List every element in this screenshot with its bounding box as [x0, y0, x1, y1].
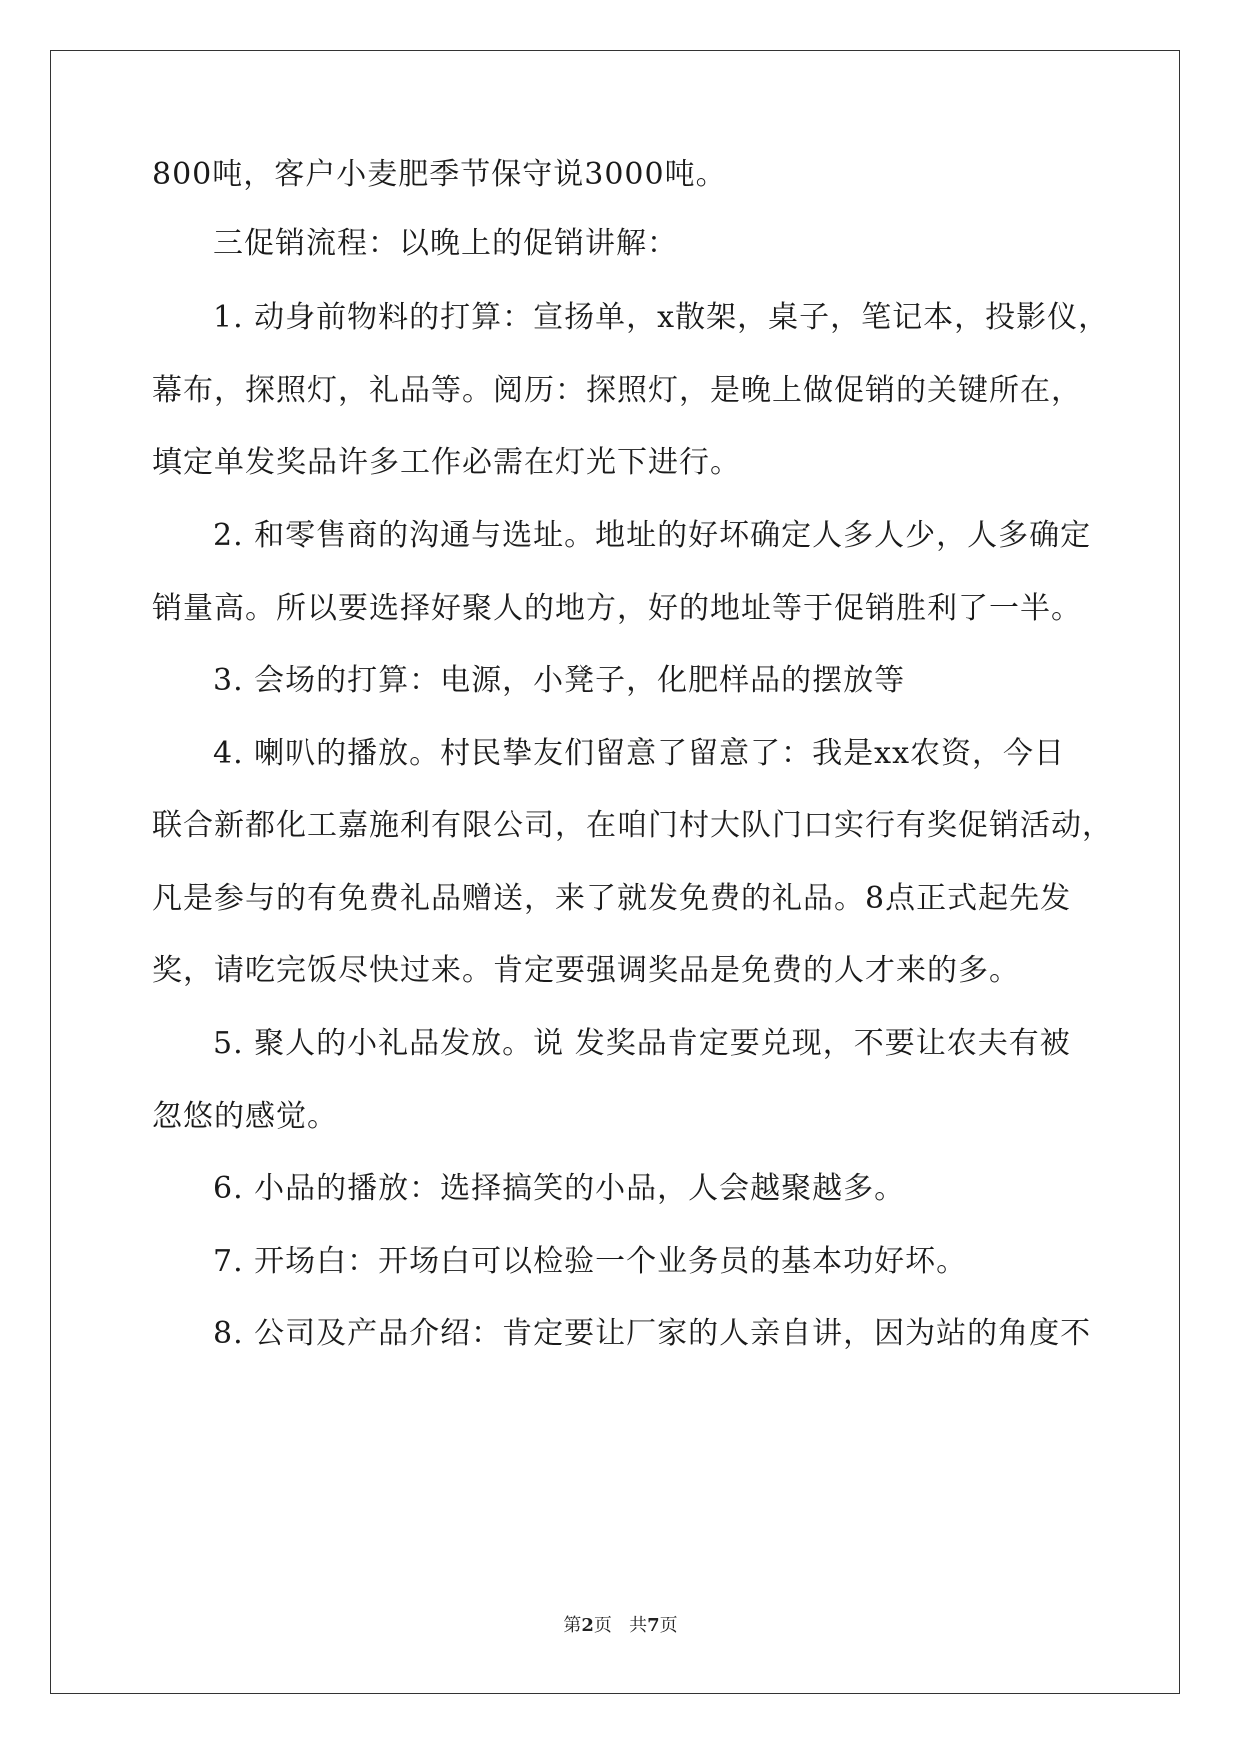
- list-item-2-line-1: 2. 和零售商的沟通与选址。地址的好坏确定人多人少，人多确定: [213, 518, 1092, 553]
- footer-page-suffix: 页: [593, 1615, 612, 1636]
- footer-total-pages: 7: [647, 1615, 660, 1636]
- list-item-2-line-2: 销量高。所以要选择好聚人的地方，好的地址等于促销胜利了一半。: [152, 591, 1082, 626]
- list-item-1-line-1: 1. 动身前物料的打算：宣扬单，x散架，桌子，笔记本，投影仪，: [213, 300, 1110, 335]
- list-item-1-line-3: 填定单发奖品许多工作必需在灯光下进行。: [152, 445, 741, 480]
- list-item-7: 7. 开场白：开场白可以检验一个业务员的基本功好坏。: [213, 1244, 968, 1279]
- body-line-1: 800吨，客户小麦肥季节保守说3000吨。: [152, 157, 727, 192]
- list-item-4-line-2: 联合新都化工嘉施利有限公司，在咱门村大队门口实行有奖促销活动，: [152, 808, 1113, 843]
- page-border: [50, 50, 1180, 1694]
- section-heading-promotion-process: 三促销流程：以晚上的促销讲解：: [213, 226, 678, 261]
- list-item-1-line-2: 幕布，探照灯，礼品等。阅历：探照灯，是晚上做促销的关键所在，: [152, 373, 1082, 408]
- list-item-8-line-1: 8. 公司及产品介绍：肯定要让厂家的人亲自讲，因为站的角度不: [213, 1316, 1092, 1351]
- list-item-3: 3. 会场的打算：电源，小凳子，化肥样品的摆放等: [213, 663, 906, 698]
- footer-total-prefix: 共: [629, 1615, 648, 1636]
- footer-page-number: 2: [581, 1615, 594, 1636]
- list-item-5-line-2: 忽悠的感觉。: [152, 1099, 338, 1134]
- page-footer: [0, 1615, 1241, 1637]
- list-item-5-line-1: 5. 聚人的小礼品发放。说 发奖品肯定要兑现，不要让农夫有被: [213, 1026, 1071, 1061]
- footer-page-prefix: 第: [563, 1615, 582, 1636]
- footer-total-suffix: 页: [659, 1615, 678, 1636]
- list-item-4-line-1: 4. 喇叭的播放。村民挚友们留意了留意了：我是xx农资，今日: [213, 736, 1065, 771]
- list-item-4-line-4: 奖，请吃完饭尽快过来。肯定要强调奖品是免费的人才来的多。: [152, 953, 1020, 988]
- list-item-6: 6. 小品的播放：选择搞笑的小品，人会越聚越多。: [213, 1171, 906, 1206]
- list-item-4-line-3: 凡是参与的有免费礼品赠送，来了就发免费的礼品。8点正式起先发: [152, 881, 1072, 916]
